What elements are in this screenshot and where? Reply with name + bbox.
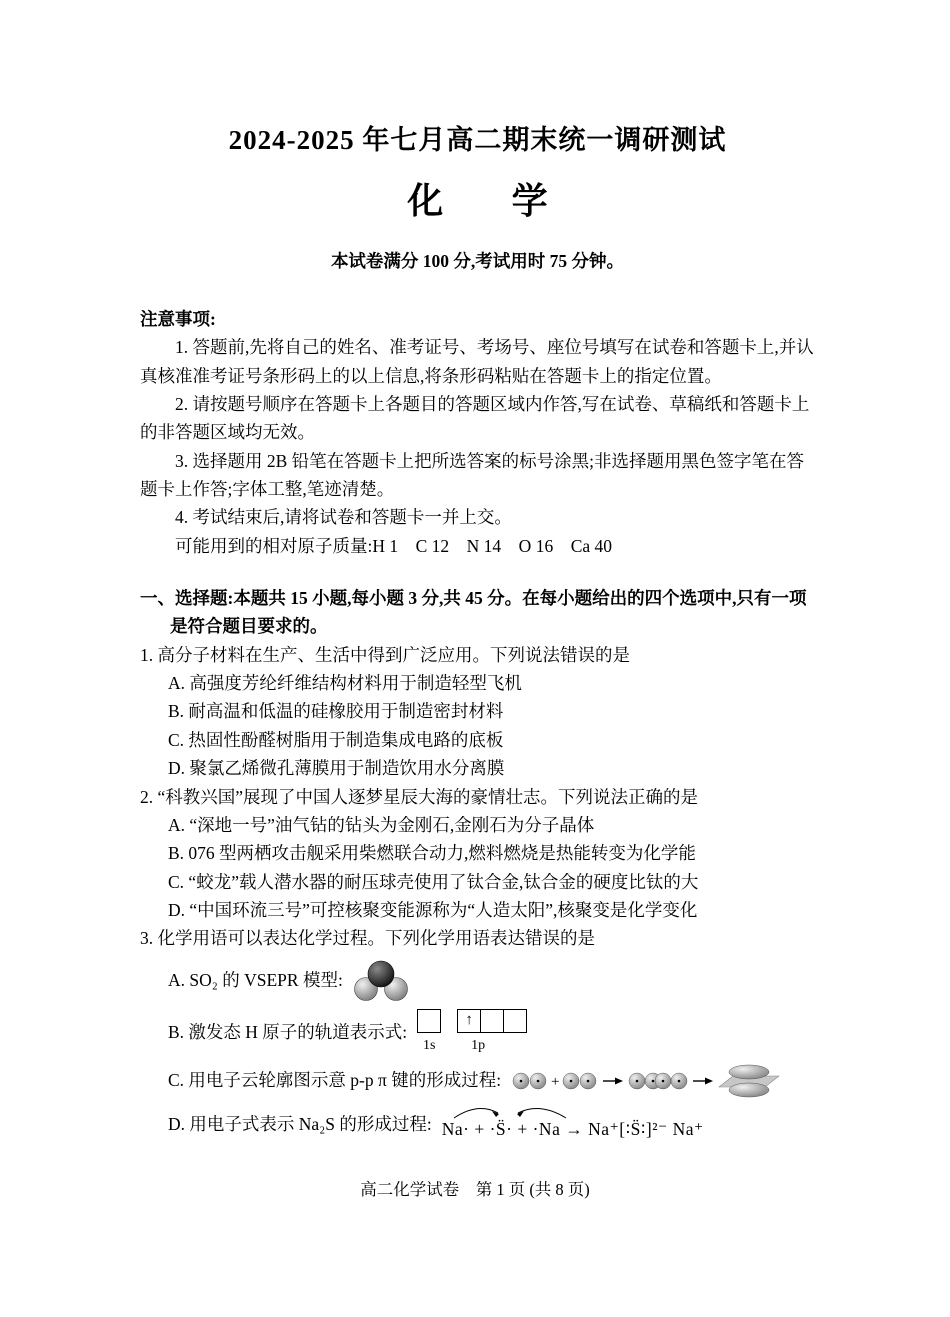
question-1-option-c: C. 热固性酚醛树脂用于制造集成电路的底板 [168, 729, 504, 750]
svg-text:+: + [551, 1073, 560, 1090]
so2-vsepr-model-image [353, 960, 409, 1002]
exam-subject: 化 学 [407, 181, 564, 221]
notice-heading: 注意事项: [140, 309, 216, 329]
exam-info-line: 本试卷满分 100 分,考试用时 75 分钟。 [330, 251, 625, 271]
question-2 [140, 783, 815, 925]
orbital-box-1p-3 [503, 1009, 527, 1033]
orbital-diagram-image [417, 1009, 526, 1056]
orbital-box-1p-2 [480, 1009, 504, 1033]
question-3-stem: 3. 化学用语可以表达化学过程。下列化学用语表达错误的是 [140, 928, 595, 949]
question-2-option-b: B. 076 型两栖攻击舰采用柴燃联合动力,燃料燃烧是热能转变为化学能 [168, 843, 696, 864]
pi-bond-formation-image [511, 1063, 783, 1099]
section-one-heading: 一、选择题:本题共 15 小题,每小题 3 分,共 45 分。在每小题给出的四个选项中,只有一项是符合题目要求的。 [140, 588, 807, 637]
question-1-stem: 1. 高分子材料在生产、生活中得到广泛应用。下列说法错误的是 [140, 644, 630, 665]
notice-section [140, 305, 815, 560]
orbital-1p-group [457, 1009, 526, 1056]
question-2-option-d: D. “中国环流三号”可控核聚变能源称为“人造太阳”,核聚变是化学变化 [168, 899, 698, 920]
question-1 [140, 641, 815, 783]
question-3-option-a [140, 960, 815, 1002]
question-1-option-a: A. 高强度芳纶纤维结构材料用于制造轻型飞机 [168, 673, 522, 694]
option-a-label: A. SO₂ 的 VSEPR 模型: [168, 970, 343, 991]
electron-formula-text: Na· + ·S̈· + ·Na → Na⁺[∶S̈∶]²⁻ Na⁺ [441, 1118, 704, 1139]
atomic-mass-line: 可能用到的相对原子质量:H 1 C 12 N 14 O 16 Ca 40 [175, 535, 613, 556]
question-3 [140, 924, 815, 1142]
notice-item-1: 1. 答题前,先将自己的姓名、准考证号、考场号、座位号填写在试卷和答题卡上,并认真核准准考证号条形码上的以上信息,将条形码粘贴在答题卡上的指定位置。 [140, 337, 814, 386]
notice-item-4: 4. 考试结束后,请将试卷和答题卡一并上交。 [175, 507, 512, 528]
electron-formula [442, 1106, 704, 1142]
orbital-box-1p-1: ↑ [457, 1009, 481, 1033]
question-2-option-a: A. “深地一号”油气钻的钻头为金刚石,金刚石为分子晶体 [168, 814, 595, 835]
notice-item-3: 3. 选择题用 2B 铅笔在答题卡上把所选答案的标号涂黑;非选择题用黑色签字笔在答题卡上作答;字体工整,笔迹清楚。 [140, 450, 805, 500]
orbital-box-1s [417, 1009, 441, 1033]
question-1-option-b: B. 耐高温和低温的硅橡胶用于制造密封材料 [168, 701, 504, 722]
question-2-option-c: C. “蛟龙”载人潜水器的耐压球壳使用了钛合金,钛合金的硬度比钛的大 [168, 871, 699, 892]
option-b-label: B. 激发态 H 原子的轨道表示式: [168, 1021, 408, 1042]
option-c-label: C. 用电子云轮廓图示意 p-p π 键的形成过程: [168, 1070, 502, 1091]
page-footer: 高二化学试卷 第 1 页 (共 8 页) [360, 1180, 590, 1199]
option-d-label: D. 用电子式表示 Na₂S 的形成过程: [168, 1113, 432, 1134]
orbital-label-1s: 1s [422, 1037, 436, 1053]
question-2-stem: 2. “科教兴国”展现了中国人逐梦星辰大海的豪情壮志。下列说法正确的是 [140, 786, 699, 807]
orbital-label-1p: 1p [471, 1037, 486, 1053]
electron-transfer-arrows-icon [440, 1105, 590, 1119]
question-3-option-d [140, 1106, 815, 1142]
question-3-option-b [140, 1009, 815, 1056]
orbital-1p-boxes [457, 1009, 526, 1033]
exam-title: 2024-2025 年七月高二期末统一调研测试 [228, 125, 727, 155]
question-3-option-c [140, 1063, 815, 1099]
question-1-option-d: D. 聚氯乙烯微孔薄膜用于制造饮用水分离膜 [168, 758, 505, 779]
notice-item-2: 2. 请按题号顺序在答题卡上各题目的答题区域内作答,写在试卷、草稿纸和答题卡上的非答题区域均无效。 [140, 394, 810, 443]
orbital-1s-group [417, 1009, 441, 1056]
